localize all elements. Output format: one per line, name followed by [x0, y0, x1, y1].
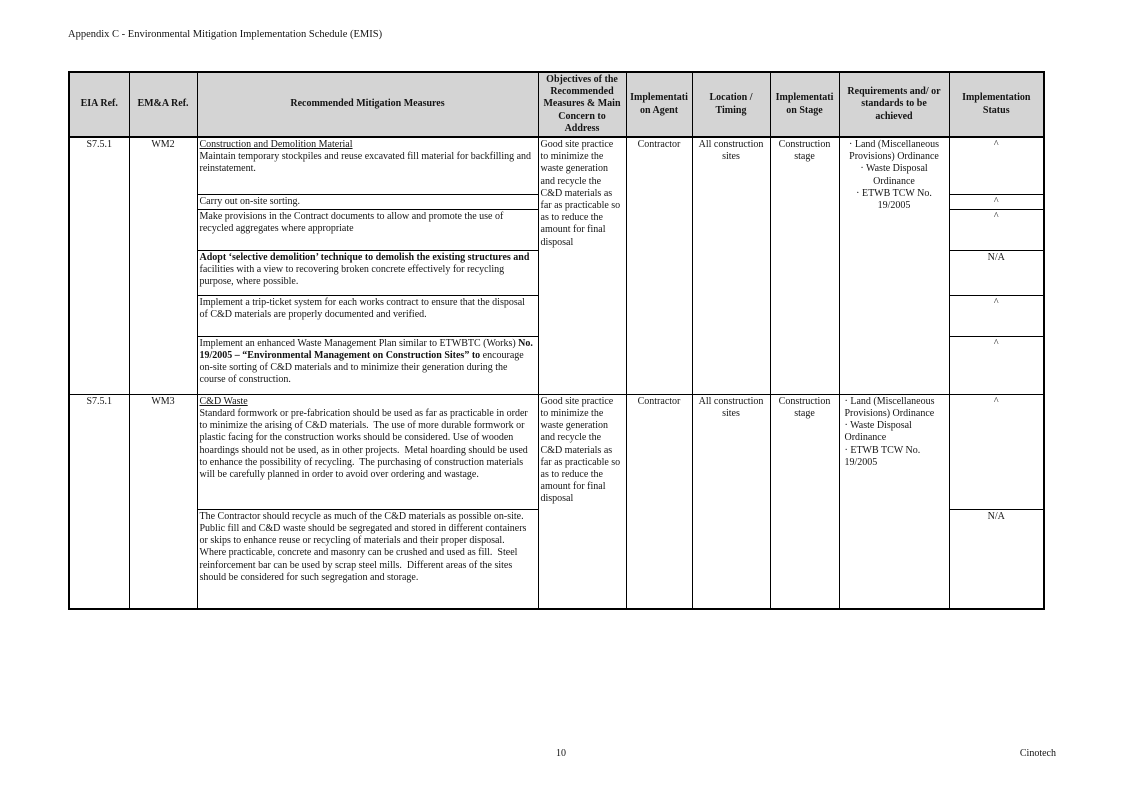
measure-text: Carry out on-site sorting. [199, 195, 301, 207]
col-header-stage: Implementation Stage [770, 72, 839, 137]
measure-text: Implement an enhanced Waste Management Plan similar to ETWBTC (Works) [199, 337, 519, 349]
objectives-cell: Good site practice to minimize the waste generation and recycle the C&D materials as far as practicable so as to reduce the amount for final disposal [538, 394, 626, 609]
implementation-status-cell: ^ [949, 137, 1044, 194]
measure-text: The Contractor should recycle as much of the C&D materials as possible on-site. Public fill and C&D waste should be segregated and stored in different containers or skips to enhance reuse or recycling of materials and their proper disposal. Where practicable, concrete and masonry can be crushed and used as fill. Steel reinforcement bar can be used by scrap steel mills. Different areas of the sites should be considered for such segregation and storage. [199, 510, 529, 583]
col-header-requirements: Requirements and/ or standards to be achieved [839, 72, 949, 137]
measure-text: facilities with a view to recovering broken concrete effectively for recycling purpose, where possible. [199, 251, 532, 288]
requirement-item: · ETWB TCW No. 19/2005 [844, 444, 921, 468]
measure-cell [197, 194, 538, 209]
implementation-status-cell: ^ [949, 295, 1044, 336]
col-header-measures: Recommended Mitigation Measures [197, 72, 538, 137]
requirement-item: · Waste Disposal Ordinance [860, 163, 928, 187]
measure-text-bold: No. 19/2005 – “Environmental Management on Construction Sites” to [199, 337, 536, 361]
location-timing-cell: All construction sites [692, 137, 770, 394]
ema-ref-cell: WM3 [129, 394, 197, 609]
measure-cell [197, 209, 538, 250]
table-row [69, 394, 1044, 509]
header-row [69, 72, 1044, 137]
measure-text: Maintain temporary stockpiles and reuse excavated fill material for backfilling and reinstatement. [199, 151, 534, 175]
footer-brand: Cinotech [1019, 748, 1056, 759]
implementation-status-cell: ^ [949, 336, 1044, 394]
col-header-status: Implementation Status [949, 72, 1044, 137]
measure-heading: C&D Waste [199, 395, 248, 407]
implementation-status-cell: N/A [949, 250, 1044, 295]
implementation-status-cell: ^ [949, 194, 1044, 209]
measure-cell [197, 509, 538, 609]
requirement-item: · ETWB TCW No. 19/2005 [856, 187, 932, 212]
implementation-status-cell: ^ [949, 394, 1044, 509]
page-number: 10 [556, 748, 566, 759]
implementation-agent-cell: Contractor [626, 137, 692, 394]
measure-cell [197, 394, 538, 509]
implementation-stage-cell: Construction stage [770, 137, 839, 394]
measure-cell [197, 137, 538, 194]
emis-table [68, 71, 1045, 610]
requirements-cell [839, 137, 949, 394]
measure-cell [197, 250, 538, 295]
col-header-ema-ref: EM&A Ref. [129, 72, 197, 137]
implementation-status-cell: ^ [949, 209, 1044, 250]
col-header-location-timing: Location / Timing [692, 72, 770, 137]
requirements-cell [839, 394, 949, 609]
table-row [69, 137, 1044, 194]
page-title: Appendix C - Environmental Mitigation Implementation Schedule (EMIS) [68, 29, 383, 40]
ema-ref-cell: WM2 [129, 137, 197, 394]
location-timing-cell: All construction sites [692, 394, 770, 609]
measure-text: Make provisions in the Contract documents to allow and promote the use of recycled aggregates where appropriate [199, 210, 506, 234]
implementation-stage-cell: Construction stage [770, 394, 839, 609]
requirement-item: · Land (Miscellaneous Provisions) Ordinance [844, 395, 935, 419]
col-header-objectives: Objectives of the Recommended Measures & Main Concern to Address [538, 72, 626, 137]
objectives-cell: Good site practice to minimize the waste generation and recycle the C&D materials as far as practicable so as to reduce the amount for final disposal [538, 137, 626, 394]
measure-text: Implement a trip-ticket system for each works contract to ensure that the disposal of C&D materials are properly documented and verified. [199, 296, 528, 320]
implementation-status-cell: N/A [949, 509, 1044, 609]
measure-heading: Construction and Demolition Material [199, 139, 353, 151]
measure-text-bold: Adopt ‘selective demolition’ technique to demolish the existing structures and [199, 251, 530, 263]
col-header-eia-ref: EIA Ref. [69, 72, 129, 137]
requirement-item: · Waste Disposal Ordinance [844, 420, 912, 444]
measure-cell [197, 295, 538, 336]
measure-text: Standard formwork or pre-fabrication should be used as far as practicable in order to minimize the arising of C&D materials. The use of more durable formwork or plastic facing for the construction works should be considered. Use of wooden hoardings should not be used, as in other projects. Metal hoarding should be used to enhance the possibility of recycling. The purchasing of construction materials will be carefully planned in order to avoid over ordering and wastage. [199, 407, 531, 480]
measure-text: encourage on-site sorting of C&D materials and to minimize their generation during the course of construction. [199, 349, 527, 386]
measure-cell [197, 336, 538, 394]
eia-ref-cell: S7.5.1 [69, 137, 129, 394]
col-header-agent: Implementation Agent [626, 72, 692, 137]
eia-ref-cell: S7.5.1 [69, 394, 129, 609]
implementation-agent-cell: Contractor [626, 394, 692, 609]
requirement-item: · Land (Miscellaneous Provisions) Ordinance [849, 139, 939, 163]
